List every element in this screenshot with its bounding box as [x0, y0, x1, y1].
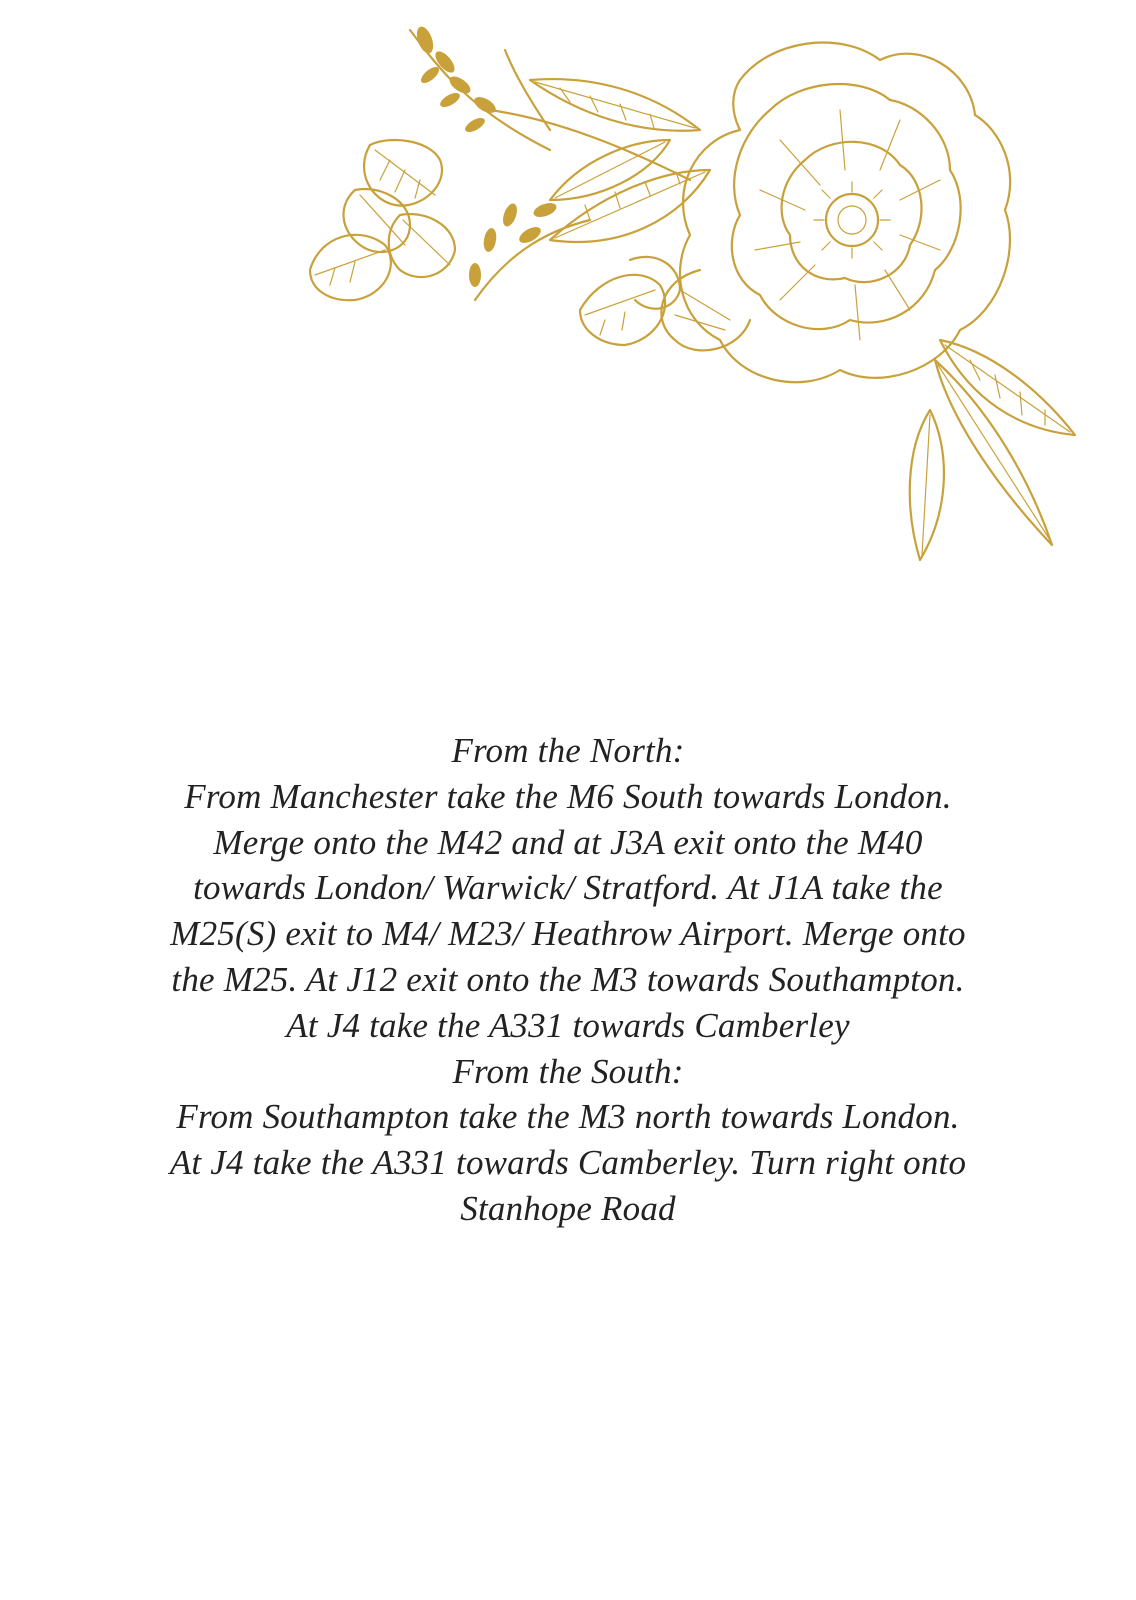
- direction-line: Merge onto the M42 and at J3A exit onto the M40: [213, 822, 923, 862]
- north-heading: From the North:: [451, 731, 685, 770]
- direction-line: At J4 take the A331 towards Camberley: [286, 1005, 850, 1045]
- leaf-icon: [910, 340, 1075, 560]
- direction-line: From Southampton take the M3 north towards London.: [176, 1097, 960, 1137]
- direction-line: towards London/ Warwick/ Stratford. At J1A take the: [193, 868, 943, 908]
- peony-icon: [661, 43, 1010, 383]
- fern-leaf-icon: [530, 79, 710, 242]
- direction-line: M25(S) exit to M4/ M23/ Heathrow Airport. Merge onto: [170, 914, 966, 954]
- direction-line: From Manchester take the M6 South towards London.: [184, 776, 952, 816]
- direction-line: the M25. At J12 exit onto the M3 towards Southampton.: [171, 959, 965, 999]
- directions-text: [130, 728, 1006, 1232]
- direction-line: At J4 take the A331 towards Camberley. Turn right onto: [169, 1143, 967, 1183]
- direction-line: Stanhope Road: [460, 1188, 676, 1228]
- gold-floral-bouquet-icon: [300, 20, 1110, 580]
- south-heading: From the South:: [452, 1051, 684, 1091]
